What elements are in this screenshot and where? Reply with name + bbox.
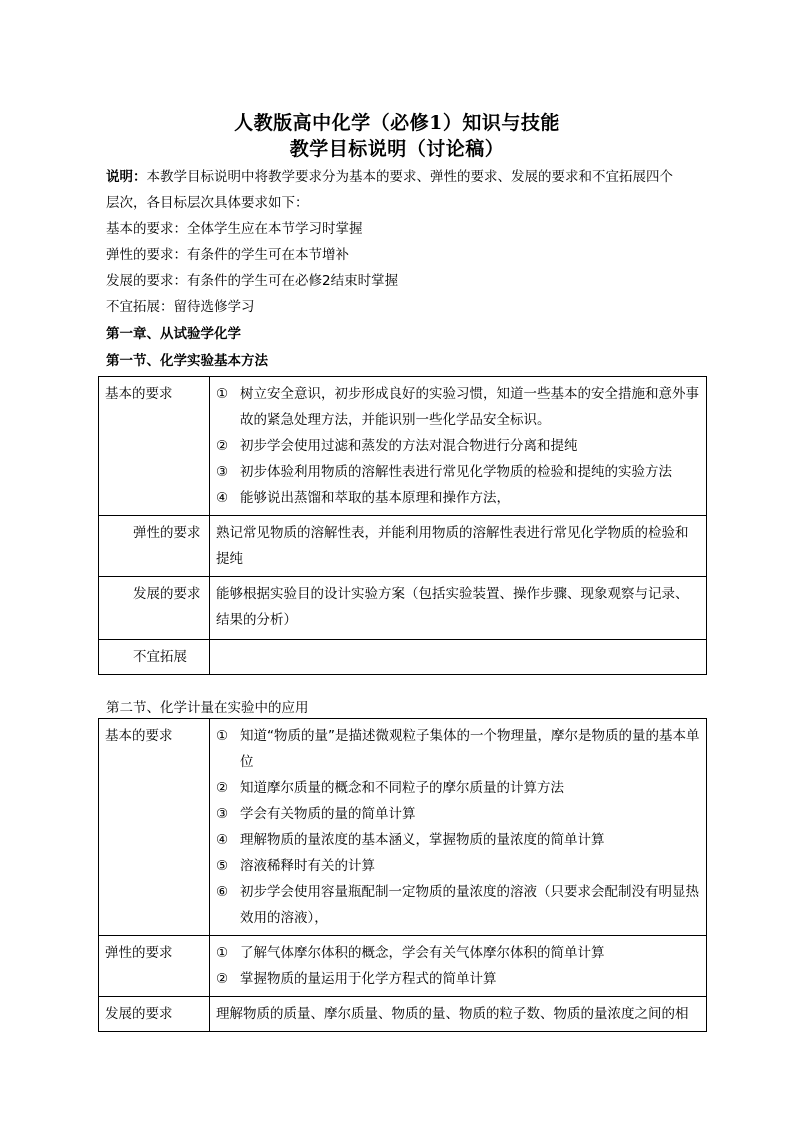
document-title: 人教版高中化学（必修1）知识与技能 bbox=[234, 112, 560, 134]
section2-heading: 第二节、化学计量在实验中的应用 bbox=[106, 700, 309, 716]
list-item: ① 树立安全意识，初步形成良好的实验习惯，知道一些基本的安全措施和意外事故的紧急处理方法，并能识别一些化学品安全标识。 bbox=[216, 386, 699, 428]
section1-table bbox=[98, 376, 707, 675]
chapter-heading: 第一章、从试验学化学 bbox=[106, 326, 241, 342]
intro-noexpand: 不宜拓展：留待选修学习 bbox=[106, 299, 255, 315]
list-item: ② 掌握物质的量运用于化学方程式的简单计算 bbox=[216, 971, 497, 987]
list-item: ③ 初步体验利用物质的溶解性表进行常见化学物质的检验和提纯的实验方法 bbox=[216, 464, 672, 480]
table-row bbox=[99, 377, 707, 516]
row-label-basic: 基本的要求 bbox=[99, 719, 210, 936]
list-item: ③ 学会有关物质的量的简单计算 bbox=[216, 806, 416, 822]
intro-basic: 基本的要求：全体学生应在本节学习时掌握 bbox=[106, 221, 363, 237]
row-label-elastic: 弹性的要求 bbox=[99, 936, 210, 997]
list-item: ④ 能够说出蒸馏和萃取的基本原理和操作方法， bbox=[216, 490, 510, 506]
list-item: ⑥ 初步学会使用容量瓶配制一定物质的量浓度的溶液（只要求会配制没有明显热效用的溶液）， bbox=[216, 884, 699, 926]
basic-requirements-cell bbox=[210, 377, 707, 516]
list-item: ② 知道摩尔质量的概念和不同粒子的摩尔质量的计算方法 bbox=[216, 780, 564, 796]
intro-line-1 bbox=[106, 168, 673, 186]
develop-requirements-cell: 能够根据实验目的设计实验方案（包括实验装置、操作步骤、现象观察与记录、结果的分析） bbox=[210, 577, 707, 640]
intro-elastic: 弹性的要求：有条件的学生可在本节增补 bbox=[106, 247, 349, 263]
noexpand-cell bbox=[210, 640, 707, 675]
row-label-develop: 发展的要求 bbox=[99, 997, 210, 1032]
row-label-basic: 基本的要求 bbox=[99, 377, 210, 516]
document-subtitle: 教学目标说明（讨论稿） bbox=[289, 138, 505, 160]
develop-requirements-cell: 理解物质的质量、摩尔质量、物质的量、物质的粒子数、物质的量浓度之间的相 bbox=[210, 997, 707, 1032]
elastic-requirements-cell bbox=[210, 936, 707, 997]
intro-text-2: 层次，各目标层次具体要求如下： bbox=[106, 195, 309, 211]
table-row bbox=[99, 719, 707, 936]
row-label-noexpand: 不宜拓展 bbox=[99, 640, 210, 675]
table-row bbox=[99, 936, 707, 997]
table-row bbox=[99, 640, 707, 675]
intro-text-1: 本教学目标说明中将教学要求分为基本的要求、弹性的要求、发展的要求和不宜拓展四个 bbox=[146, 169, 673, 185]
list-item: ① 了解气体摩尔体积的概念，学会有关气体摩尔体积的简单计算 bbox=[216, 945, 605, 961]
list-item: ⑤ 溶液稀释时有关的计算 bbox=[216, 858, 375, 874]
intro-label: 说明： bbox=[106, 169, 147, 185]
section1-heading: 第一节、化学实验基本方法 bbox=[106, 353, 268, 369]
intro-develop: 发展的要求：有条件的学生可在必修2结束时掌握 bbox=[106, 273, 399, 289]
list-item: ① 知道“物质的量”是描述微观粒子集体的一个物理量，摩尔是物质的量的基本单位 bbox=[216, 728, 700, 770]
section2-table bbox=[98, 718, 707, 1032]
basic-requirements-cell bbox=[210, 719, 707, 936]
row-label-develop: 发展的要求 bbox=[99, 577, 210, 640]
table-row bbox=[99, 577, 707, 640]
list-item: ② 初步学会使用过滤和蒸发的方法对混合物进行分离和提纯 bbox=[216, 438, 578, 454]
list-item: ④ 理解物质的量浓度的基本涵义，掌握物质的量浓度的简单计算 bbox=[216, 832, 605, 848]
table-row bbox=[99, 997, 707, 1032]
elastic-requirements-cell: 熟记常见物质的溶解性表，并能利用物质的溶解性表进行常见化学物质的检验和提纯 bbox=[210, 516, 707, 577]
row-label-elastic: 弹性的要求 bbox=[99, 516, 210, 577]
table-row bbox=[99, 516, 707, 577]
